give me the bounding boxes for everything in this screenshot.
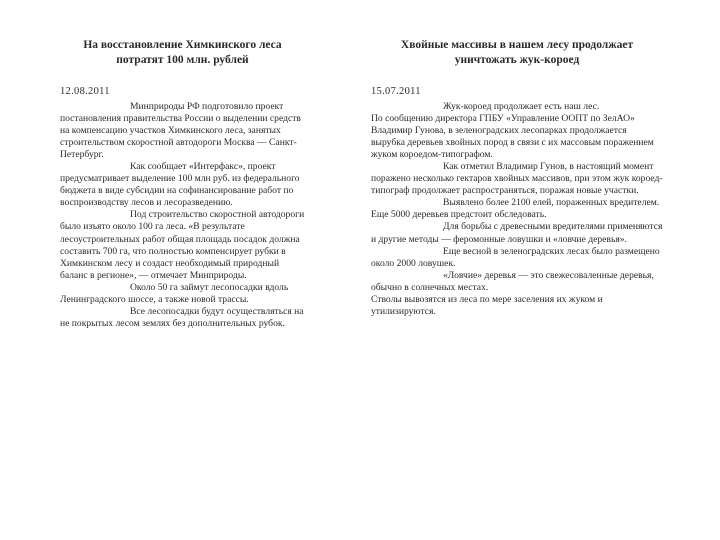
right-paragraph-4: Выявлено более 2100 елей, пораженных вредителем.: [443, 197, 660, 209]
right-paragraph-9: Стволы вывозятся из леса по мере заселения их жуком и утилизируются.: [371, 293, 603, 317]
right-paragraph-5: Еще 5000 деревьев предстоит обследовать.: [371, 209, 547, 221]
left-paragraph-5: Все лесопосадки будут осуществляться на не покрытых лесом землях без дополнительных рубок.: [60, 305, 304, 329]
right-paragraph-8: «Ловчие» деревья — это свежесоваленные деревья, обычно в солнечных местах.: [371, 269, 654, 293]
right-paragraph-7: Еще весной в зеленоградских лесах было размещено около 2000 ловушек.: [371, 245, 660, 269]
right-paragraph-2: По сообщению директора ГПБУ «Управление ООПТ по ЗелАО» Владимир Гунова, в зеленоградских лесопарках продолжается вырубка деревьев хвойных пород в связи с их массовым поражением жуком короедом-типографом.: [371, 113, 654, 161]
left-paragraph-1: Минприроды РФ подготовило проект постановления правительства России о выделении средств на компенсацию участков Химкинского леса, занятых строительством скоростной автодороги Москва — Санкт-Петербург.: [60, 101, 301, 161]
left-article-date: 12.08.2011: [60, 86, 110, 97]
left-paragraph-4: Около 50 га займут лесопосадки вдоль Ленинградского шоссе, а также новой трассы.: [60, 281, 289, 305]
left-paragraph-2: Как сообщает «Интерфакс», проект предусматривает выделение 100 млн руб. из федерального бюджета в виде субсидии на софинансирование работ по воспроизводству лесов и лесоразведению.: [60, 161, 300, 209]
right-paragraph-6: Для борьбы с древесными вредителями применяются и другие методы — феромонные ловушки и «ловчие деревья».: [371, 221, 663, 245]
left-article-title: На восстановление Химкинского леса потратят 100 млн. рублей: [83, 39, 282, 66]
right-paragraph-3: Как отметил Владимир Гунов, в настоящий момент поражено несколько гектаров хвойных массивов, при этом жук короед-типограф продолжает распространяться, поражая новые участки.: [371, 161, 663, 197]
right-article-title: Хвойные массивы в нашем лесу продолжает уничтожать жук-короед: [400, 39, 634, 66]
right-article: [371, 38, 663, 318]
right-paragraph-1: Жук-короед продолжает есть наш лес.: [443, 101, 600, 112]
right-article-date: 15.07.2011: [371, 86, 421, 97]
left-article: [60, 38, 305, 330]
left-paragraph-3: Под строительство скоростной автодороги было изъято около 100 га леса. «В результате лесоустроительных работ общая площадь посадок должна составить 700 га, что полностью компенсирует рубки в Химкинском лесу и создаст необходимый природный баланс в регионе», — отмечает Минприроды.: [60, 209, 305, 281]
